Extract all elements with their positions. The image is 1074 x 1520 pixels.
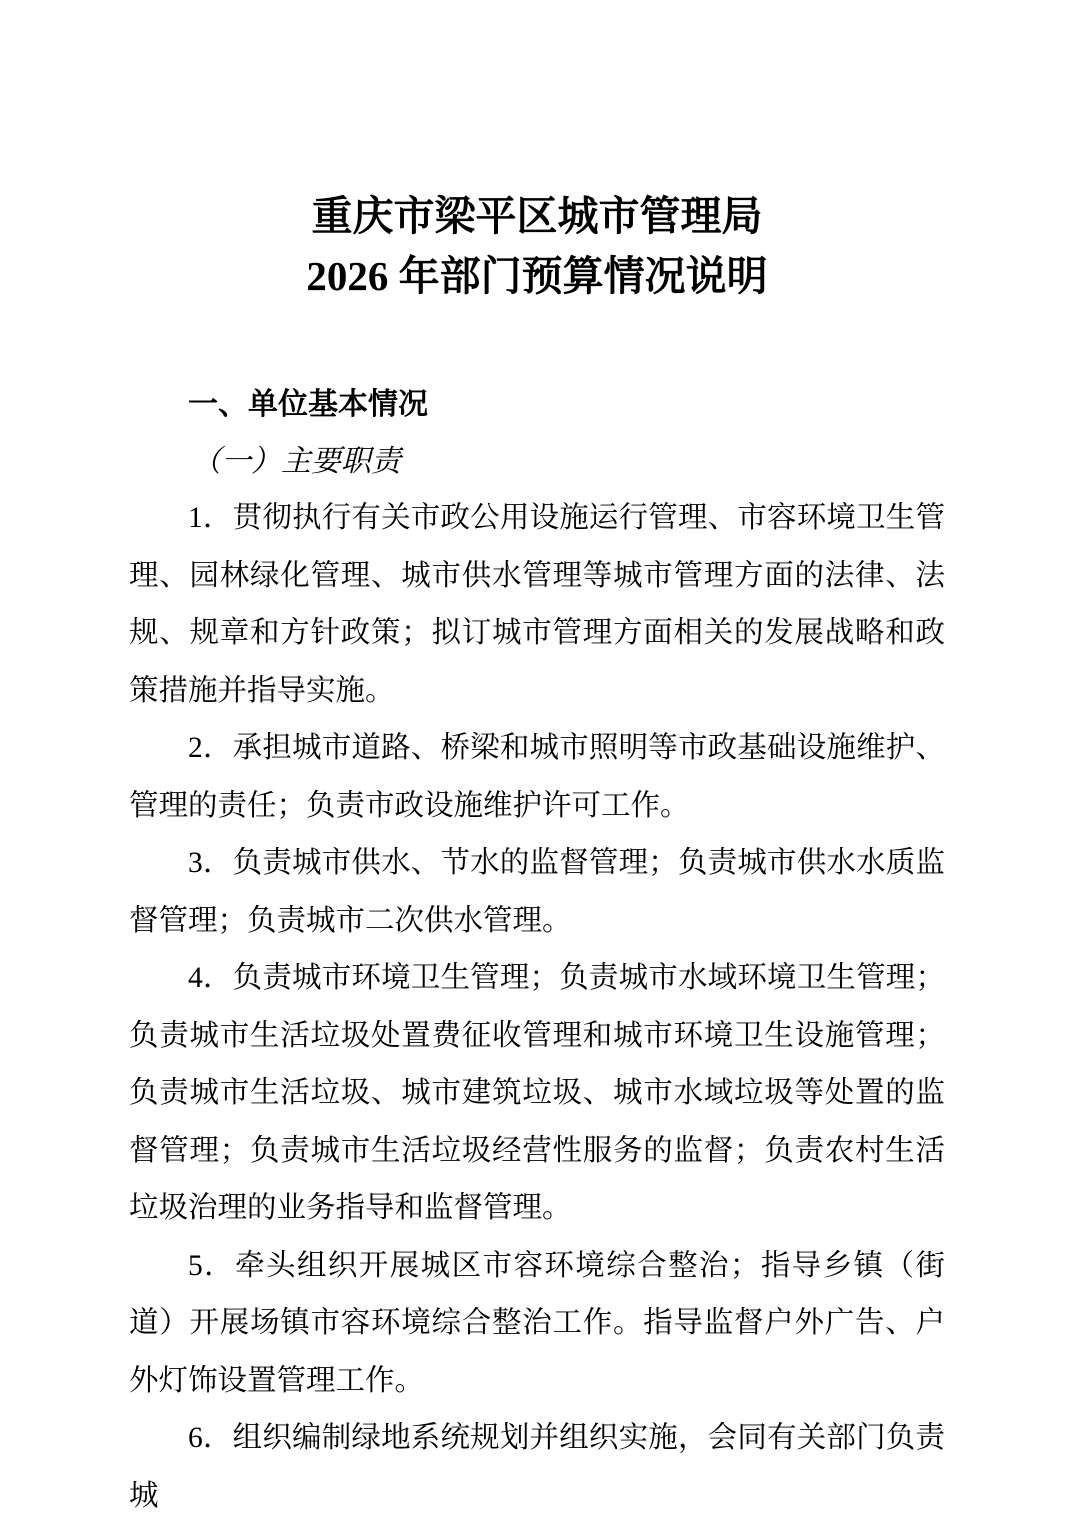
body-paragraph: 3．负责城市供水、节水的监督管理；负责城市供水水质监督管理；负责城市二次供水管理。 (129, 847, 945, 937)
body-paragraph: 5．牵头组织开展城区市容环境综合整治；指导乡镇（街道）开展场镇市容环境综合整治工作。指导监督户外广告、户外灯饰设置管理工作。 (129, 1249, 945, 1397)
body-paragraph: 1．贯彻执行有关市政公用设施运行管理、市容环境卫生管理、园林绿化管理、城市供水管理等城市管理方面的法律、法规、规章和方针政策；拟订城市管理方面相关的发展战略和政策措施并指导实施。 (129, 502, 945, 707)
section-heading: 一、单位基本情况 (188, 388, 428, 421)
document-title (129, 186, 945, 306)
document-content (129, 186, 945, 1520)
document-title-line2: 2026 年部门预算情况说明 (306, 253, 768, 299)
document-title-line1: 重庆市梁平区城市管理局 (311, 193, 763, 239)
body-paragraph: 6．组织编制绿地系统规划并组织实施，会同有关部门负责城 (129, 1422, 945, 1512)
body-paragraph: 4．负责城市环境卫生管理；负责城市水域环境卫生管理；负责城市生活垃圾处置费征收管理和城市环境卫生设施管理；负责城市生活垃圾、城市建筑垃圾、城市水域垃圾等处置的监督管理；负责城市生活垃圾经营性服务的监督；负责农村生活垃圾治理的业务指导和监督管理。 (129, 962, 945, 1224)
subsection-heading: （一）主要职责 (191, 445, 401, 478)
paragraph-list (129, 490, 945, 1520)
body-paragraph: 2．承担城市道路、桥梁和城市照明等市政基础设施维护、管理的责任；负责市政设施维护许可工作。 (129, 732, 945, 822)
